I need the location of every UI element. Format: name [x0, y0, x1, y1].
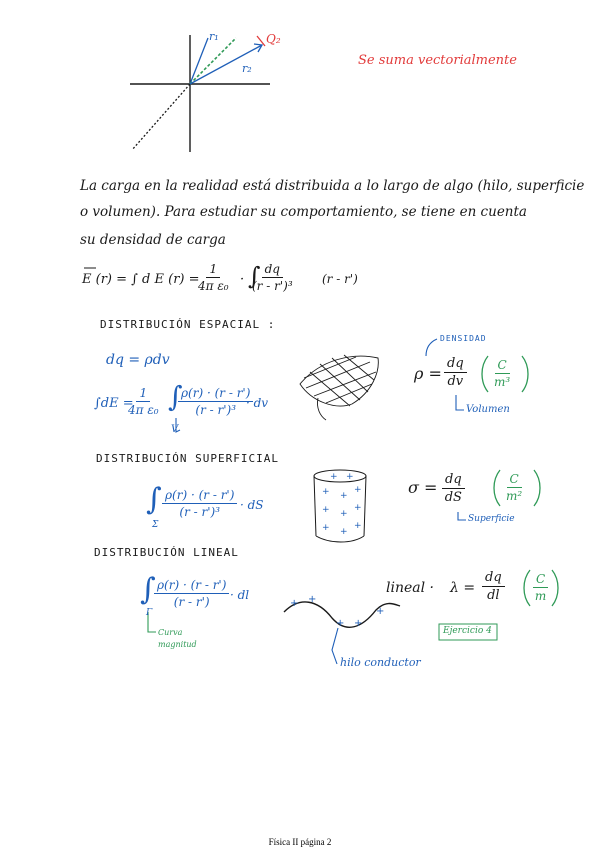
volume-pointer: [456, 395, 464, 410]
vector-r1: [190, 38, 208, 84]
label-charge-q2: Q₂: [266, 32, 281, 46]
rho-definition: ρ =: [414, 364, 442, 383]
lambda-definition: λ =: [450, 580, 476, 596]
svg-text:+: +: [340, 509, 348, 519]
surface-pointer: [458, 512, 466, 520]
fraction-numerator: ρ(r) · (r - r'): [162, 488, 237, 504]
spatial-tail: · dv: [246, 396, 269, 410]
sigma-units: [506, 472, 522, 503]
intro-line-2: o volumen). Para estudiar su comportamiento, se tiene en cuenta: [80, 204, 527, 220]
main-eq-fraction: [252, 262, 293, 293]
sigma-definition: σ =: [408, 478, 438, 497]
rho-numerator: dq: [444, 356, 467, 373]
sigma-fraction: [442, 472, 465, 505]
svg-text:+: +: [354, 485, 362, 495]
label-r1: r₁: [209, 30, 219, 43]
main-eq-dot: ·: [240, 272, 245, 287]
curve-label: Curva: [158, 628, 183, 637]
fraction-denominator: (r - r')³: [195, 403, 237, 417]
heading-linear: DISTRIBUCIÓN LINEAL: [94, 546, 239, 559]
lambda-denominator: dl: [487, 588, 500, 603]
volume-label: Volumen: [466, 404, 510, 415]
unit-denominator: m²: [506, 489, 523, 503]
sigma-numerator: dq: [442, 472, 465, 489]
spatial-fraction: [178, 386, 253, 417]
spatial-integral-lhs: ∫dE =: [94, 396, 134, 411]
fraction-numerator: ρ(r) · (r - r'): [154, 578, 229, 594]
main-eq-tail: (r - r'): [322, 272, 358, 286]
fraction-denominator: (r - r')³: [179, 505, 221, 519]
svg-text:+: +: [322, 523, 330, 533]
heading-surface: DISTRIBUCIÓN SUPERFICIAL: [96, 452, 279, 465]
density-pointer: [426, 339, 437, 356]
unit-numerator: C: [495, 358, 510, 374]
spatial-volume-sub: V: [171, 424, 179, 435]
svg-text:+: +: [290, 598, 299, 609]
lineal-word: lineal ·: [386, 580, 434, 596]
heading-spatial: DISTRIBUCIÓN ESPACIAL :: [100, 318, 276, 331]
rho-denominator: dv: [447, 374, 464, 389]
svg-text:+: +: [340, 527, 348, 537]
svg-text:+: +: [354, 618, 363, 629]
svg-text:+: +: [346, 472, 354, 482]
surface-tail: · dS: [240, 498, 264, 512]
sigma-denominator: dS: [444, 490, 462, 505]
volume-mesh-sketch: [300, 355, 378, 420]
rho-units: [494, 358, 510, 389]
superposition-note: Se suma vectorialmente: [358, 53, 517, 68]
paren-left: [524, 570, 530, 606]
svg-text:+: +: [308, 594, 317, 605]
svg-text:+: +: [322, 487, 330, 497]
unit-numerator: C: [533, 572, 548, 588]
surface-label: Superficie: [468, 514, 515, 524]
constant-numerator: 1: [206, 262, 220, 278]
unit-denominator: m³: [494, 375, 511, 389]
surface-fraction: [162, 488, 237, 519]
svg-text:+: +: [336, 618, 345, 629]
surface-integral: ∫: [146, 482, 162, 517]
z-axis: [132, 84, 190, 150]
main-eq-integral: ∫: [248, 262, 261, 290]
svg-text:+: +: [354, 521, 362, 531]
rho-fraction: [444, 356, 467, 389]
fraction-denominator: (r - r'): [173, 595, 210, 609]
unit-numerator: C: [507, 472, 522, 488]
surface-sub: Σ: [152, 520, 159, 530]
paren-right: [522, 356, 528, 392]
svg-text:+: +: [330, 472, 338, 482]
fraction-numerator: dq: [262, 262, 283, 278]
intro-line-3: su densidad de carga: [80, 232, 226, 248]
linear-tail: · dl: [230, 588, 250, 602]
paren-left: [482, 356, 488, 392]
svg-text:+: +: [376, 606, 385, 617]
linear-fraction: [154, 578, 229, 609]
main-eq-lhs: E (r) = ∫ d E (r) =: [82, 272, 200, 287]
paren-right: [534, 470, 540, 506]
paren-right: [552, 570, 558, 606]
constant-numerator: 1: [136, 386, 150, 402]
spatial-integral: ∫: [168, 380, 183, 413]
spatial-dq: dq = ρdv: [106, 352, 170, 368]
svg-text:+: +: [322, 505, 330, 515]
fraction-numerator: ρ(r) · (r - r'): [178, 386, 253, 402]
lambda-numerator: dq: [482, 570, 505, 587]
spatial-constant: [128, 386, 159, 417]
exercise-label: Ejercicio 4: [443, 626, 492, 636]
linear-sub: Γ: [146, 608, 153, 618]
svg-text:+: +: [354, 503, 362, 513]
lambda-fraction: [482, 570, 505, 603]
wire-charges: [290, 594, 384, 629]
fraction-denominator: (r - r')³: [252, 279, 293, 293]
linear-integral: ∫: [140, 572, 156, 607]
density-label: DENSIDAD: [440, 334, 487, 343]
svg-text:+: +: [340, 491, 348, 501]
label-r2: r₂: [242, 62, 252, 75]
paren-left: [494, 470, 500, 506]
wire-label: hilo conductor: [340, 656, 421, 669]
page-footer: Física II página 2: [268, 837, 332, 847]
curve-label-2: magnitud: [158, 640, 197, 649]
intro-line-1: La carga en la realidad está distribuida a lo largo de algo (hilo, superficie: [80, 178, 585, 194]
unit-denominator: m: [534, 589, 547, 603]
main-eq-constant: [198, 262, 229, 293]
vector-sum: [190, 38, 236, 84]
wire-pointer: [332, 628, 338, 664]
constant-denominator: 4π ε₀: [198, 279, 229, 293]
lambda-units: [533, 572, 548, 603]
constant-denominator: 4π ε₀: [128, 403, 159, 417]
